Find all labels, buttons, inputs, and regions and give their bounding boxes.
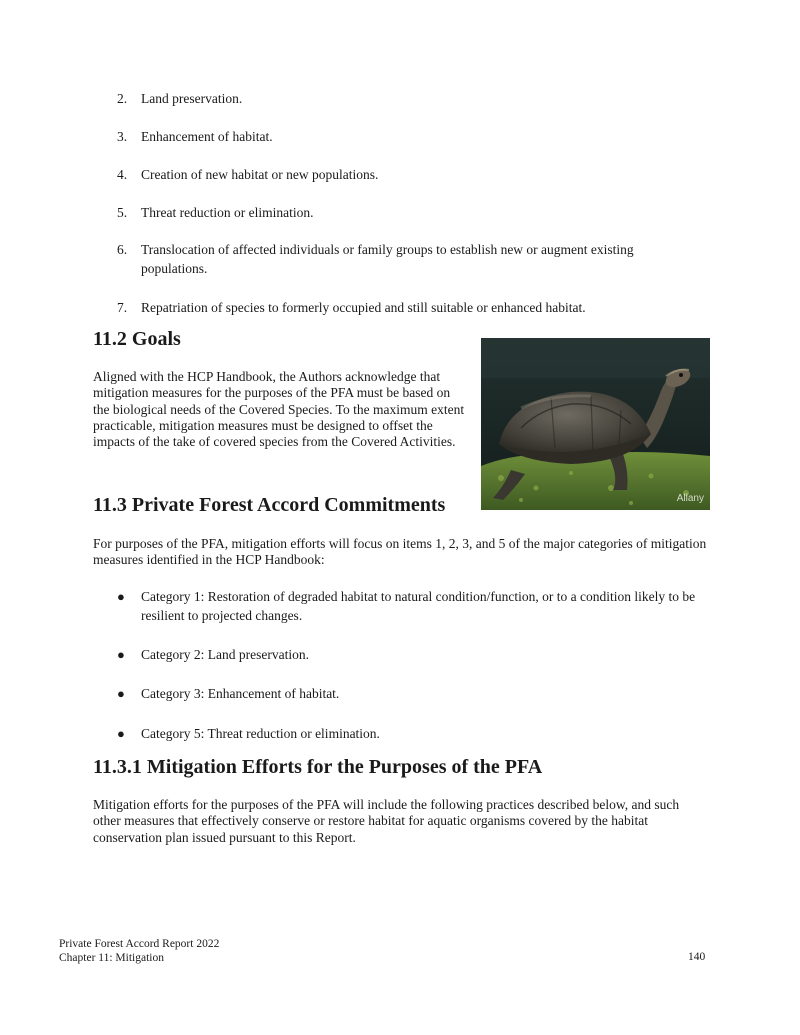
list-item: ● Category 1: Restoration of degraded habitat to natural condition/function, or to a condition likely to be resilient to projected changes. bbox=[117, 589, 696, 623]
list-item: ● Category 2: Land preservation. bbox=[117, 647, 309, 662]
list-item: 7. Repatriation of species to formerly occupied and still suitable or enhanced habitat. bbox=[117, 300, 586, 315]
list-item: 5. Threat reduction or elimination. bbox=[117, 205, 314, 220]
footer-chapter: Chapter 11: Mitigation bbox=[59, 952, 164, 964]
section-heading-efforts: 11.3.1 Mitigation Efforts for the Purposes of the PFA bbox=[93, 756, 543, 778]
list-item: 3. Enhancement of habitat. bbox=[117, 129, 273, 144]
photo-credit: Allany bbox=[676, 493, 704, 504]
list-item: ● Category 5: Threat reduction or elimination. bbox=[117, 726, 380, 741]
bullet-icon: ● bbox=[117, 647, 125, 662]
efforts-paragraph: Mitigation efforts for the purposes of the PFA will include the following practices described below, and such other measures that effectively conserve or restore habitat for aquatic organisms covered by the habitat conservation plan issued pursuant to this Report. bbox=[93, 797, 680, 845]
list-item: 2. Land preservation. bbox=[117, 91, 243, 106]
goals-paragraph: Aligned with the HCP Handbook, the Authors acknowledge that mitigation measures for the purposes of the PFA must be based on the biological needs of the Covered Species. To the maximum extent practicable, mitigation measures must be designed to offset the impacts of the take of covered species from the Covered Activities. bbox=[93, 369, 465, 450]
bullet-icon: ● bbox=[117, 686, 125, 701]
commitments-paragraph: For purposes of the PFA, mitigation efforts will focus on items 1, 2, 3, and 5 of the major categories of mitigation measures identified in the HCP Handbook: bbox=[93, 536, 707, 568]
section-heading-goals: 11.2 Goals bbox=[93, 328, 181, 350]
section-heading-commitments: 11.3 Private Forest Accord Commitments bbox=[93, 494, 446, 516]
turtle-photo bbox=[481, 338, 710, 510]
footer-report-title: Private Forest Accord Report 2022 bbox=[59, 938, 220, 950]
page-number: 140 bbox=[688, 951, 706, 963]
list-item: 6. Translocation of affected individuals or family groups to establish new or augment existing populations. bbox=[117, 242, 634, 276]
bullet-icon: ● bbox=[117, 726, 125, 741]
list-item: 4. Creation of new habitat or new populations. bbox=[117, 167, 379, 182]
bullet-icon: ● bbox=[117, 589, 125, 604]
turtle-illustration bbox=[481, 338, 710, 510]
list-item: ● Category 3: Enhancement of habitat. bbox=[117, 686, 340, 701]
